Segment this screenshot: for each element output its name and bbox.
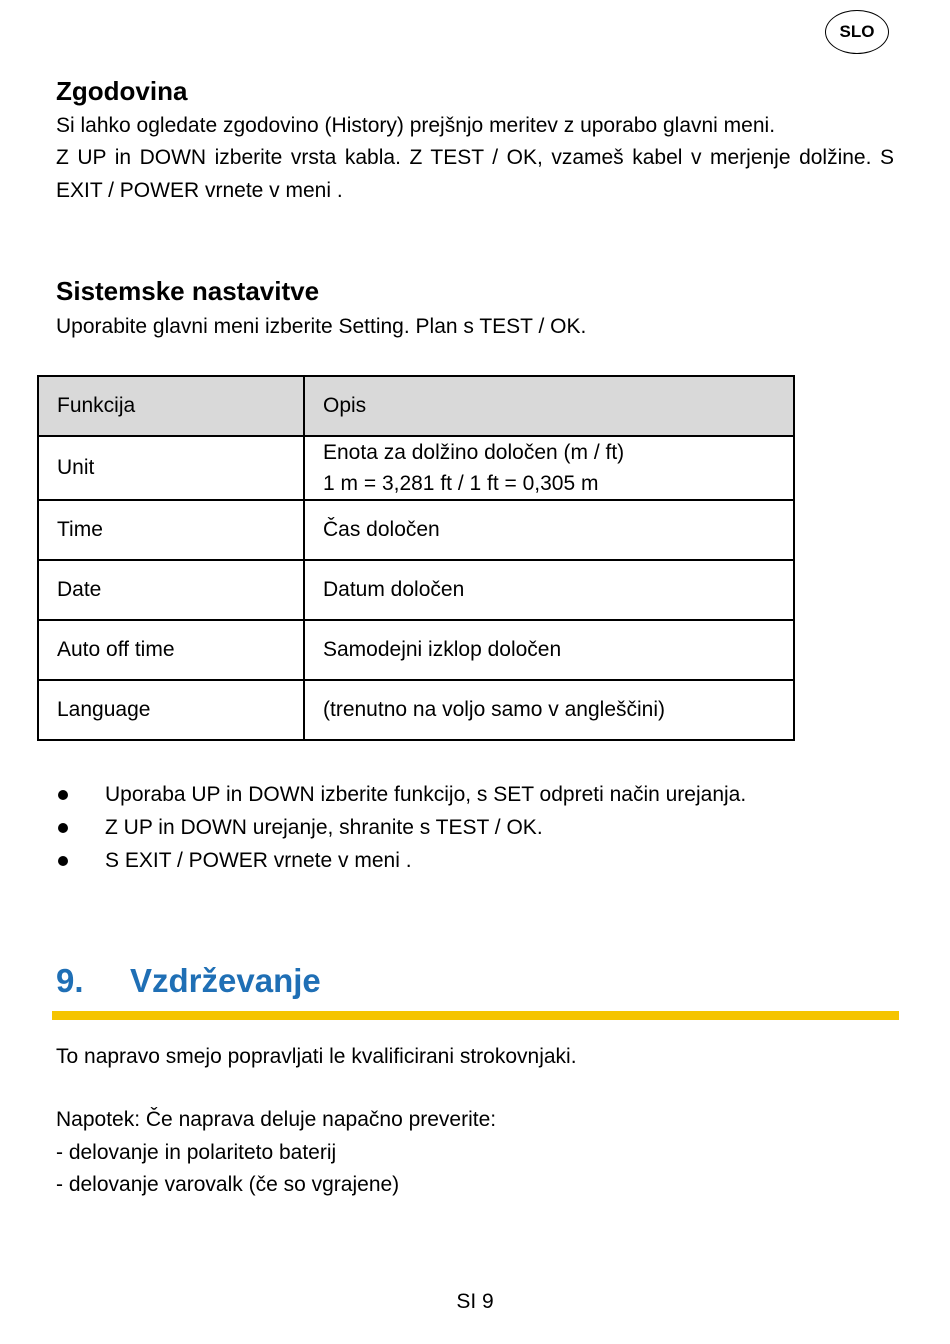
table-header-description: Opis	[304, 376, 794, 436]
table-cell-function: Language	[38, 680, 304, 740]
section-title	[56, 962, 321, 1000]
table-row	[38, 680, 794, 740]
language-badge: SLO	[825, 10, 889, 54]
table-cell-description: (trenutno na voljo samo v angleščini)	[304, 680, 794, 740]
table-header-row	[38, 376, 794, 436]
description-line: Enota za dolžino določen (m / ft)	[323, 441, 625, 464]
table-header-function: Funkcija	[38, 376, 304, 436]
table-cell-function: Time	[38, 500, 304, 560]
settings-heading: Sistemske nastavitve	[56, 276, 320, 306]
settings-bullet-list	[56, 778, 746, 877]
settings-table	[37, 375, 795, 741]
note-heading: Napotek: Če naprava deluje napačno preverite:	[56, 1108, 497, 1131]
history-heading: Zgodovina	[56, 76, 188, 106]
table-row	[38, 560, 794, 620]
table-cell-description: Datum določen	[304, 560, 794, 620]
bullet-icon	[58, 790, 68, 800]
list-item	[56, 811, 746, 844]
list-item	[56, 778, 746, 811]
description-line: 1 m = 3,281 ft / 1 ft = 0,305 m	[323, 472, 599, 495]
table-row	[38, 620, 794, 680]
section-title-text: Vzdrževanje	[130, 962, 321, 999]
table-cell-description: Čas določen	[304, 500, 794, 560]
table-row	[38, 436, 794, 500]
bullet-icon	[58, 856, 68, 866]
note-item: - delovanje in polariteto baterij	[56, 1141, 337, 1164]
section-number: 9.	[56, 962, 84, 999]
list-item-text: S EXIT / POWER vrnete v meni .	[105, 849, 412, 872]
settings-intro: Uporabite glavni meni izberite Setting. Plan s TEST / OK.	[56, 315, 587, 338]
list-item	[56, 844, 746, 877]
table-cell-description	[304, 436, 794, 500]
history-line-1: Si lahko ogledate zgodovino (History) prejšnjo meritev z uporabo glavni meni.	[56, 114, 776, 137]
table-cell-function: Unit	[38, 436, 304, 500]
maintenance-text: To napravo smejo popravljati le kvalificirani strokovnjaki.	[56, 1045, 577, 1068]
page-number: SI 9	[456, 1290, 494, 1313]
section-divider	[52, 1011, 899, 1020]
bullet-icon	[58, 823, 68, 833]
table-cell-description: Samodejni izklop določen	[304, 620, 794, 680]
table-cell-function: Date	[38, 560, 304, 620]
table-row	[38, 500, 794, 560]
history-line-2: Z UP in DOWN izberite vrsta kabla. Z TEST / OK, vzameš kabel v merjenje dolžine. S EXIT / POWER vrnete v meni .	[56, 146, 894, 202]
list-item-text: Z UP in DOWN urejanje, shranite s TEST / OK.	[105, 816, 543, 839]
table-cell-function: Auto off time	[38, 620, 304, 680]
note-item: - delovanje varovalk (če so vgrajene)	[56, 1173, 400, 1196]
list-item-text: Uporaba UP in DOWN izberite funkcijo, s SET odpreti način urejanja.	[105, 783, 747, 806]
